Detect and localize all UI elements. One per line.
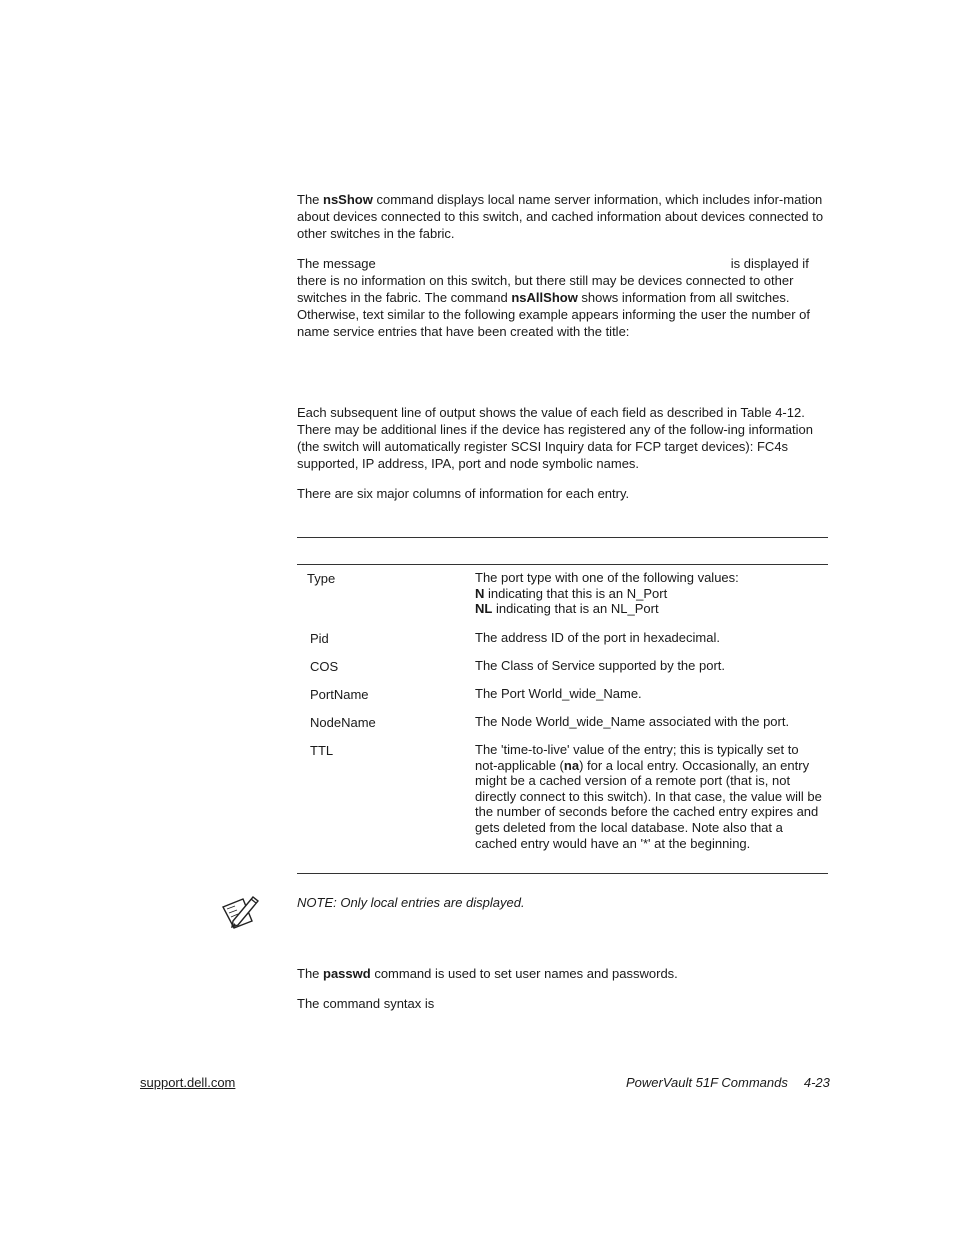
note-pencil-icon (221, 893, 261, 931)
page-number: 4-23 (803, 1075, 830, 1090)
nsshow-command: nsShow (323, 192, 373, 207)
nsshow-intro-paragraph: The nsShow command displays local name server information, which includes infor-mation about devices connected to this switch, and cached information about devices connected to other switches in the fabric. (297, 192, 824, 241)
field-description: The Node World_wide_Name associated with the port. (475, 714, 790, 729)
field-name: NodeName (310, 715, 376, 730)
support-link[interactable]: support.dell.com (140, 1075, 236, 1090)
page-footer (626, 1074, 830, 1091)
field-name: TTL (310, 743, 334, 758)
six-columns-paragraph: There are six major columns of information for each entry. (297, 486, 630, 501)
message-paragraph: The message is displayed if there is no information on this switch, but there still may be devices connected to other switches in the fabric. The command nsAllShow shows information from all switches. Otherwise, text similar to the following example appears informing the user the number of name service entries that have been created with the title: (297, 256, 811, 339)
field-name: Type (307, 571, 336, 586)
field-name: PortName (310, 687, 369, 702)
field-description: The port type with one of the following values: N indicating that this is an N_Port NL indicating that is an NL_Port (475, 570, 739, 617)
subsequent-lines-paragraph: Each subsequent line of output shows the value of each field as described in Table 4-12. There may be additional lines if the device has registered any of the follow-ing information (the switch will automatically register SCSI Inquiry data for FCP target devices): FC4s supported, IP address, IPA, port and node symbolic names. (297, 405, 813, 471)
field-description: The 'time-to-live' value of the entry; this is typically set to not-applicable (na) for a local entry. Occasionally, an entry might be a cached version of a remote port (that is, not directly connect to this switch). In that case, the value will be the number of seconds before the cached entry expires and gets deleted from the local database. Note also that a cached entry would have an '*' at the beginning. (475, 742, 822, 851)
field-name: Pid (310, 631, 329, 646)
footer-title: PowerVault 51F Commands (626, 1075, 788, 1090)
passwd-paragraph: The passwd command is used to set user names and passwords. (297, 966, 678, 981)
table-bottom-rule (297, 873, 828, 874)
nsallshow-command: nsAllShow (511, 290, 578, 305)
field-description: The address ID of the port in hexadecimal. (475, 630, 720, 645)
table-top-rule (297, 537, 828, 538)
note-text: NOTE: Only local entries are displayed. (297, 895, 525, 910)
table-header-rule (297, 564, 828, 565)
syntax-paragraph: The command syntax is (297, 996, 435, 1011)
field-description: The Class of Service supported by the port. (475, 658, 726, 673)
field-description: The Port World_wide_Name. (475, 686, 642, 701)
field-name: COS (310, 659, 339, 674)
passwd-command: passwd (323, 966, 371, 981)
